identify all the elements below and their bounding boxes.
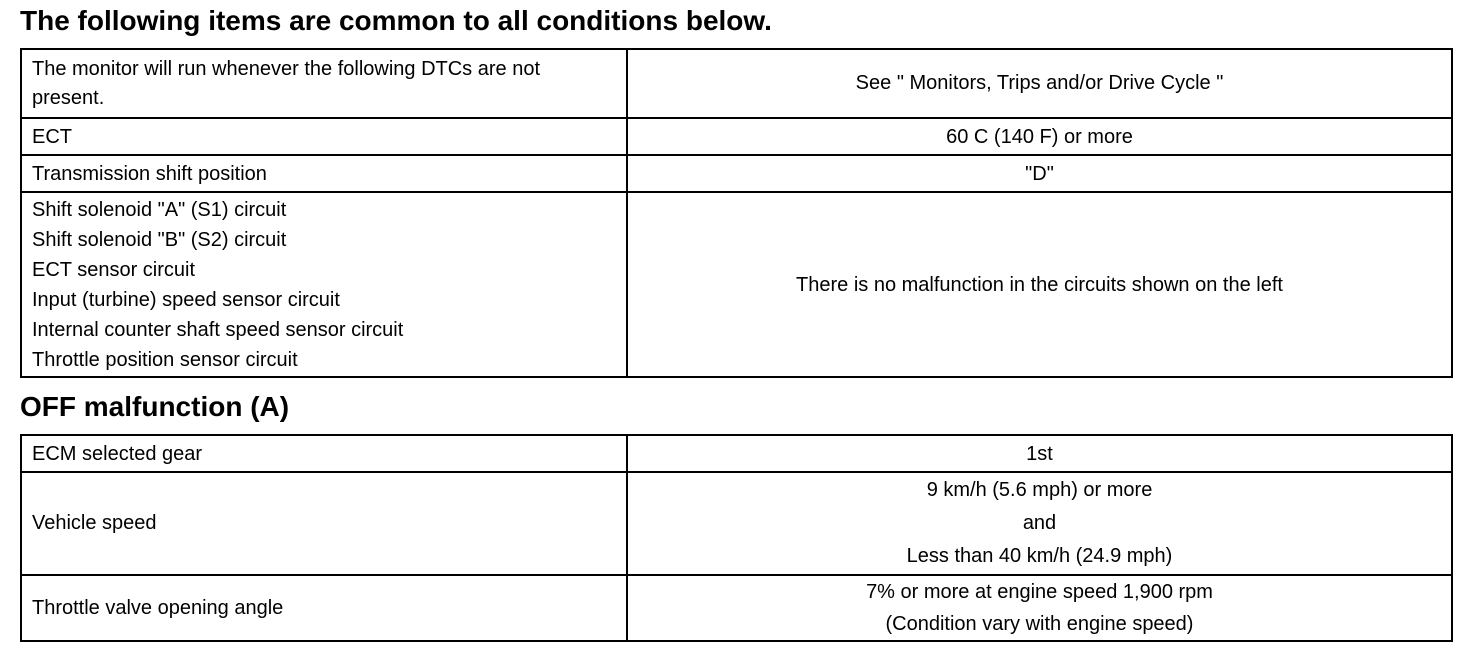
condition-item-cell bbox=[21, 575, 627, 641]
condition-item-cell bbox=[21, 118, 627, 155]
condition-value-cell bbox=[627, 192, 1452, 377]
common-conditions-heading: The following items are common to all conditions below. bbox=[20, 5, 772, 36]
condition-item-text: Shift solenoid "B" (S2) circuit bbox=[32, 228, 287, 251]
condition-value-cell bbox=[627, 118, 1452, 155]
condition-item-text: Transmission shift position bbox=[32, 162, 267, 185]
condition-item-text: ECT bbox=[32, 125, 72, 148]
condition-value-text: 7% or more at engine speed 1,900 rpm bbox=[866, 581, 1213, 603]
condition-item-text: present. bbox=[32, 86, 105, 109]
condition-value-cell bbox=[627, 49, 1452, 118]
condition-item-text: Throttle valve opening angle bbox=[32, 597, 284, 619]
condition-item-text: Internal counter shaft speed sensor circuit bbox=[32, 318, 404, 341]
condition-value-cell bbox=[627, 155, 1452, 192]
condition-value-text: and bbox=[1022, 512, 1057, 534]
condition-value-text: (Condition vary with engine speed) bbox=[885, 613, 1194, 635]
condition-item-text: Input (turbine) speed sensor circuit bbox=[32, 288, 340, 311]
condition-value-text: 9 km/h (5.6 mph) or more bbox=[926, 479, 1153, 501]
condition-value-text: See " Monitors, Trips and/or Drive Cycle " bbox=[855, 72, 1224, 94]
off-malfunction-table bbox=[20, 434, 1453, 642]
table-row bbox=[21, 155, 1452, 192]
condition-value-text: There is no malfunction in the circuits shown on the left bbox=[796, 273, 1283, 296]
condition-value-cell bbox=[627, 472, 1452, 575]
condition-item-cell bbox=[21, 49, 627, 118]
table-row bbox=[21, 49, 1452, 118]
table-row bbox=[21, 472, 1452, 575]
condition-item-cell bbox=[21, 192, 627, 377]
condition-item-text: Vehicle speed bbox=[32, 512, 157, 534]
common-conditions-table bbox=[20, 48, 1453, 378]
condition-item-cell bbox=[21, 435, 627, 472]
table-row bbox=[21, 575, 1452, 641]
condition-value-cell bbox=[627, 575, 1452, 641]
condition-item-text: ECT sensor circuit bbox=[32, 258, 196, 281]
table-row bbox=[21, 435, 1452, 472]
condition-item-text: ECM selected gear bbox=[32, 442, 203, 465]
off-malfunction-heading: OFF malfunction (A) bbox=[20, 391, 290, 422]
condition-value-text: Less than 40 km/h (24.9 mph) bbox=[906, 545, 1173, 567]
condition-value-text: 1st bbox=[1026, 442, 1053, 465]
table-row bbox=[21, 192, 1452, 377]
table-row bbox=[21, 118, 1452, 155]
condition-item-text: Throttle position sensor circuit bbox=[32, 348, 298, 371]
condition-value-text: 60 C (140 F) or more bbox=[946, 125, 1133, 148]
condition-item-text: The monitor will run whenever the following DTCs are not bbox=[32, 57, 540, 80]
condition-item-cell bbox=[21, 155, 627, 192]
condition-item-text: Shift solenoid "A" (S1) circuit bbox=[32, 198, 287, 221]
condition-value-text: "D" bbox=[1025, 162, 1054, 185]
condition-item-cell bbox=[21, 472, 627, 575]
condition-value-cell bbox=[627, 435, 1452, 472]
